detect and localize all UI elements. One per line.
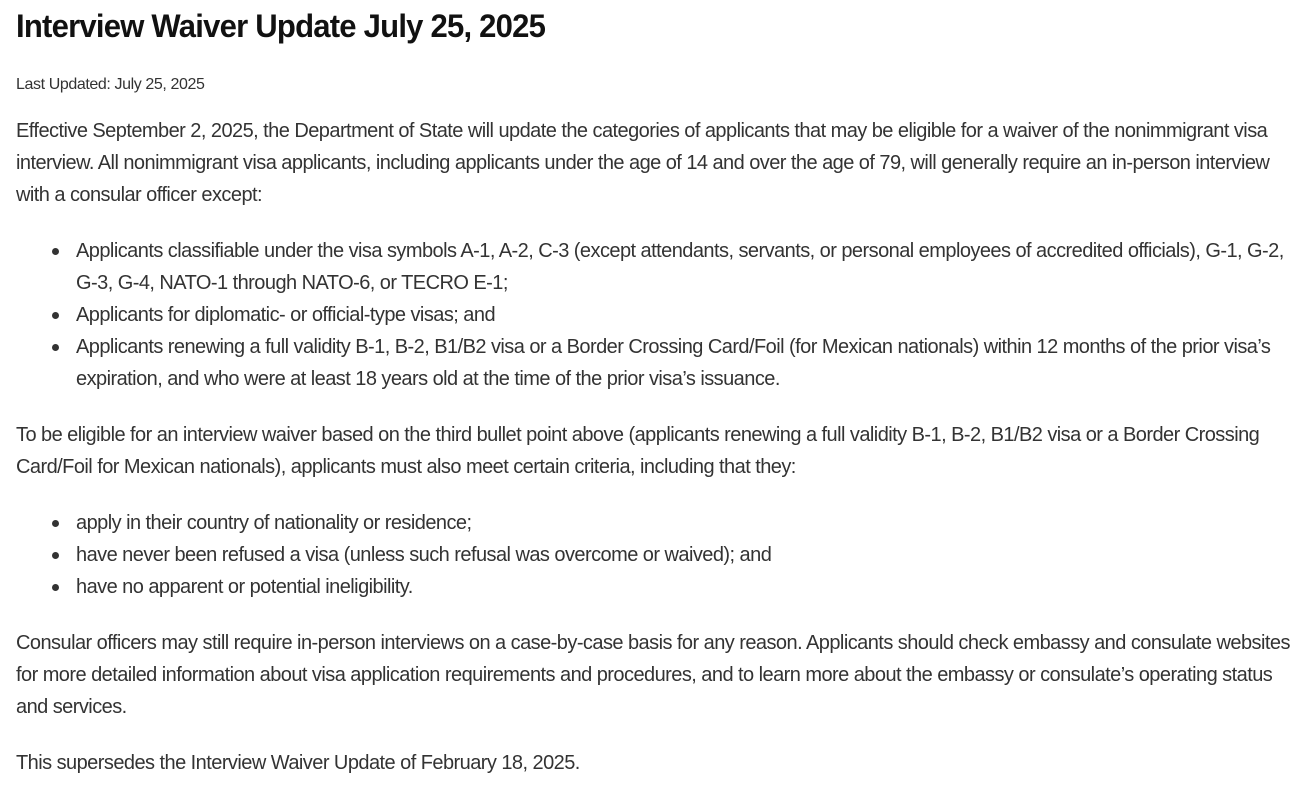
criteria-list bbox=[16, 507, 1300, 603]
exceptions-list bbox=[16, 235, 1300, 395]
list-item: Applicants classifiable under the visa symbols A-1, A-2, C-3 (except attendants, servants, or personal employees of accredited officials), G-1, G-2, G-3, G-4, NATO-1 through NATO-6, or TECRO E-1; bbox=[76, 235, 1300, 299]
list-item: Applicants for diplomatic- or official-type visas; and bbox=[76, 299, 1300, 331]
list-item: Applicants renewing a full validity B-1, B-2, B1/B2 visa or a Border Crossing Card/Foil (for Mexican nationals) within 12 months of the prior visa’s expiration, and who were at least 18 years old at the time of the prior visa’s issuance. bbox=[76, 331, 1300, 395]
list-item: apply in their country of nationality or residence; bbox=[76, 507, 1300, 539]
consular-note-paragraph: Consular officers may still require in-person interviews on a case-by-case basis for any reason. Applicants should check embassy and consulate websites for more detailed information about visa application requirements and procedures, and to learn more about the embassy or consulate’s operating status and services. bbox=[16, 632, 1290, 718]
supersedes-paragraph: This supersedes the Interview Waiver Update of February 18, 2025. bbox=[16, 752, 580, 774]
intro-paragraph: Effective September 2, 2025, the Department of State will update the categories of applicants that may be eligible for a waiver of the nonimmigrant visa interview. All nonimmigrant visa applicants, including applicants under the age of 14 and over the age of 79, will generally require an in-person interview with a consular officer except: bbox=[16, 120, 1270, 206]
list-item: have never been refused a visa (unless such refusal was overcome or waived); and bbox=[76, 539, 1300, 571]
eligibility-paragraph: To be eligible for an interview waiver based on the third bullet point above (applicants renewing a full validity B-1, B-2, B1/B2 visa or a Border Crossing Card/Foil for Mexican nationals), applicants must also meet certain criteria, including that they: bbox=[16, 424, 1260, 478]
page-title: Interview Waiver Update July 25, 2025 bbox=[16, 8, 546, 44]
last-updated-date: Last Updated: July 25, 2025 bbox=[16, 76, 205, 93]
list-item: have no apparent or potential ineligibility. bbox=[76, 571, 1300, 603]
